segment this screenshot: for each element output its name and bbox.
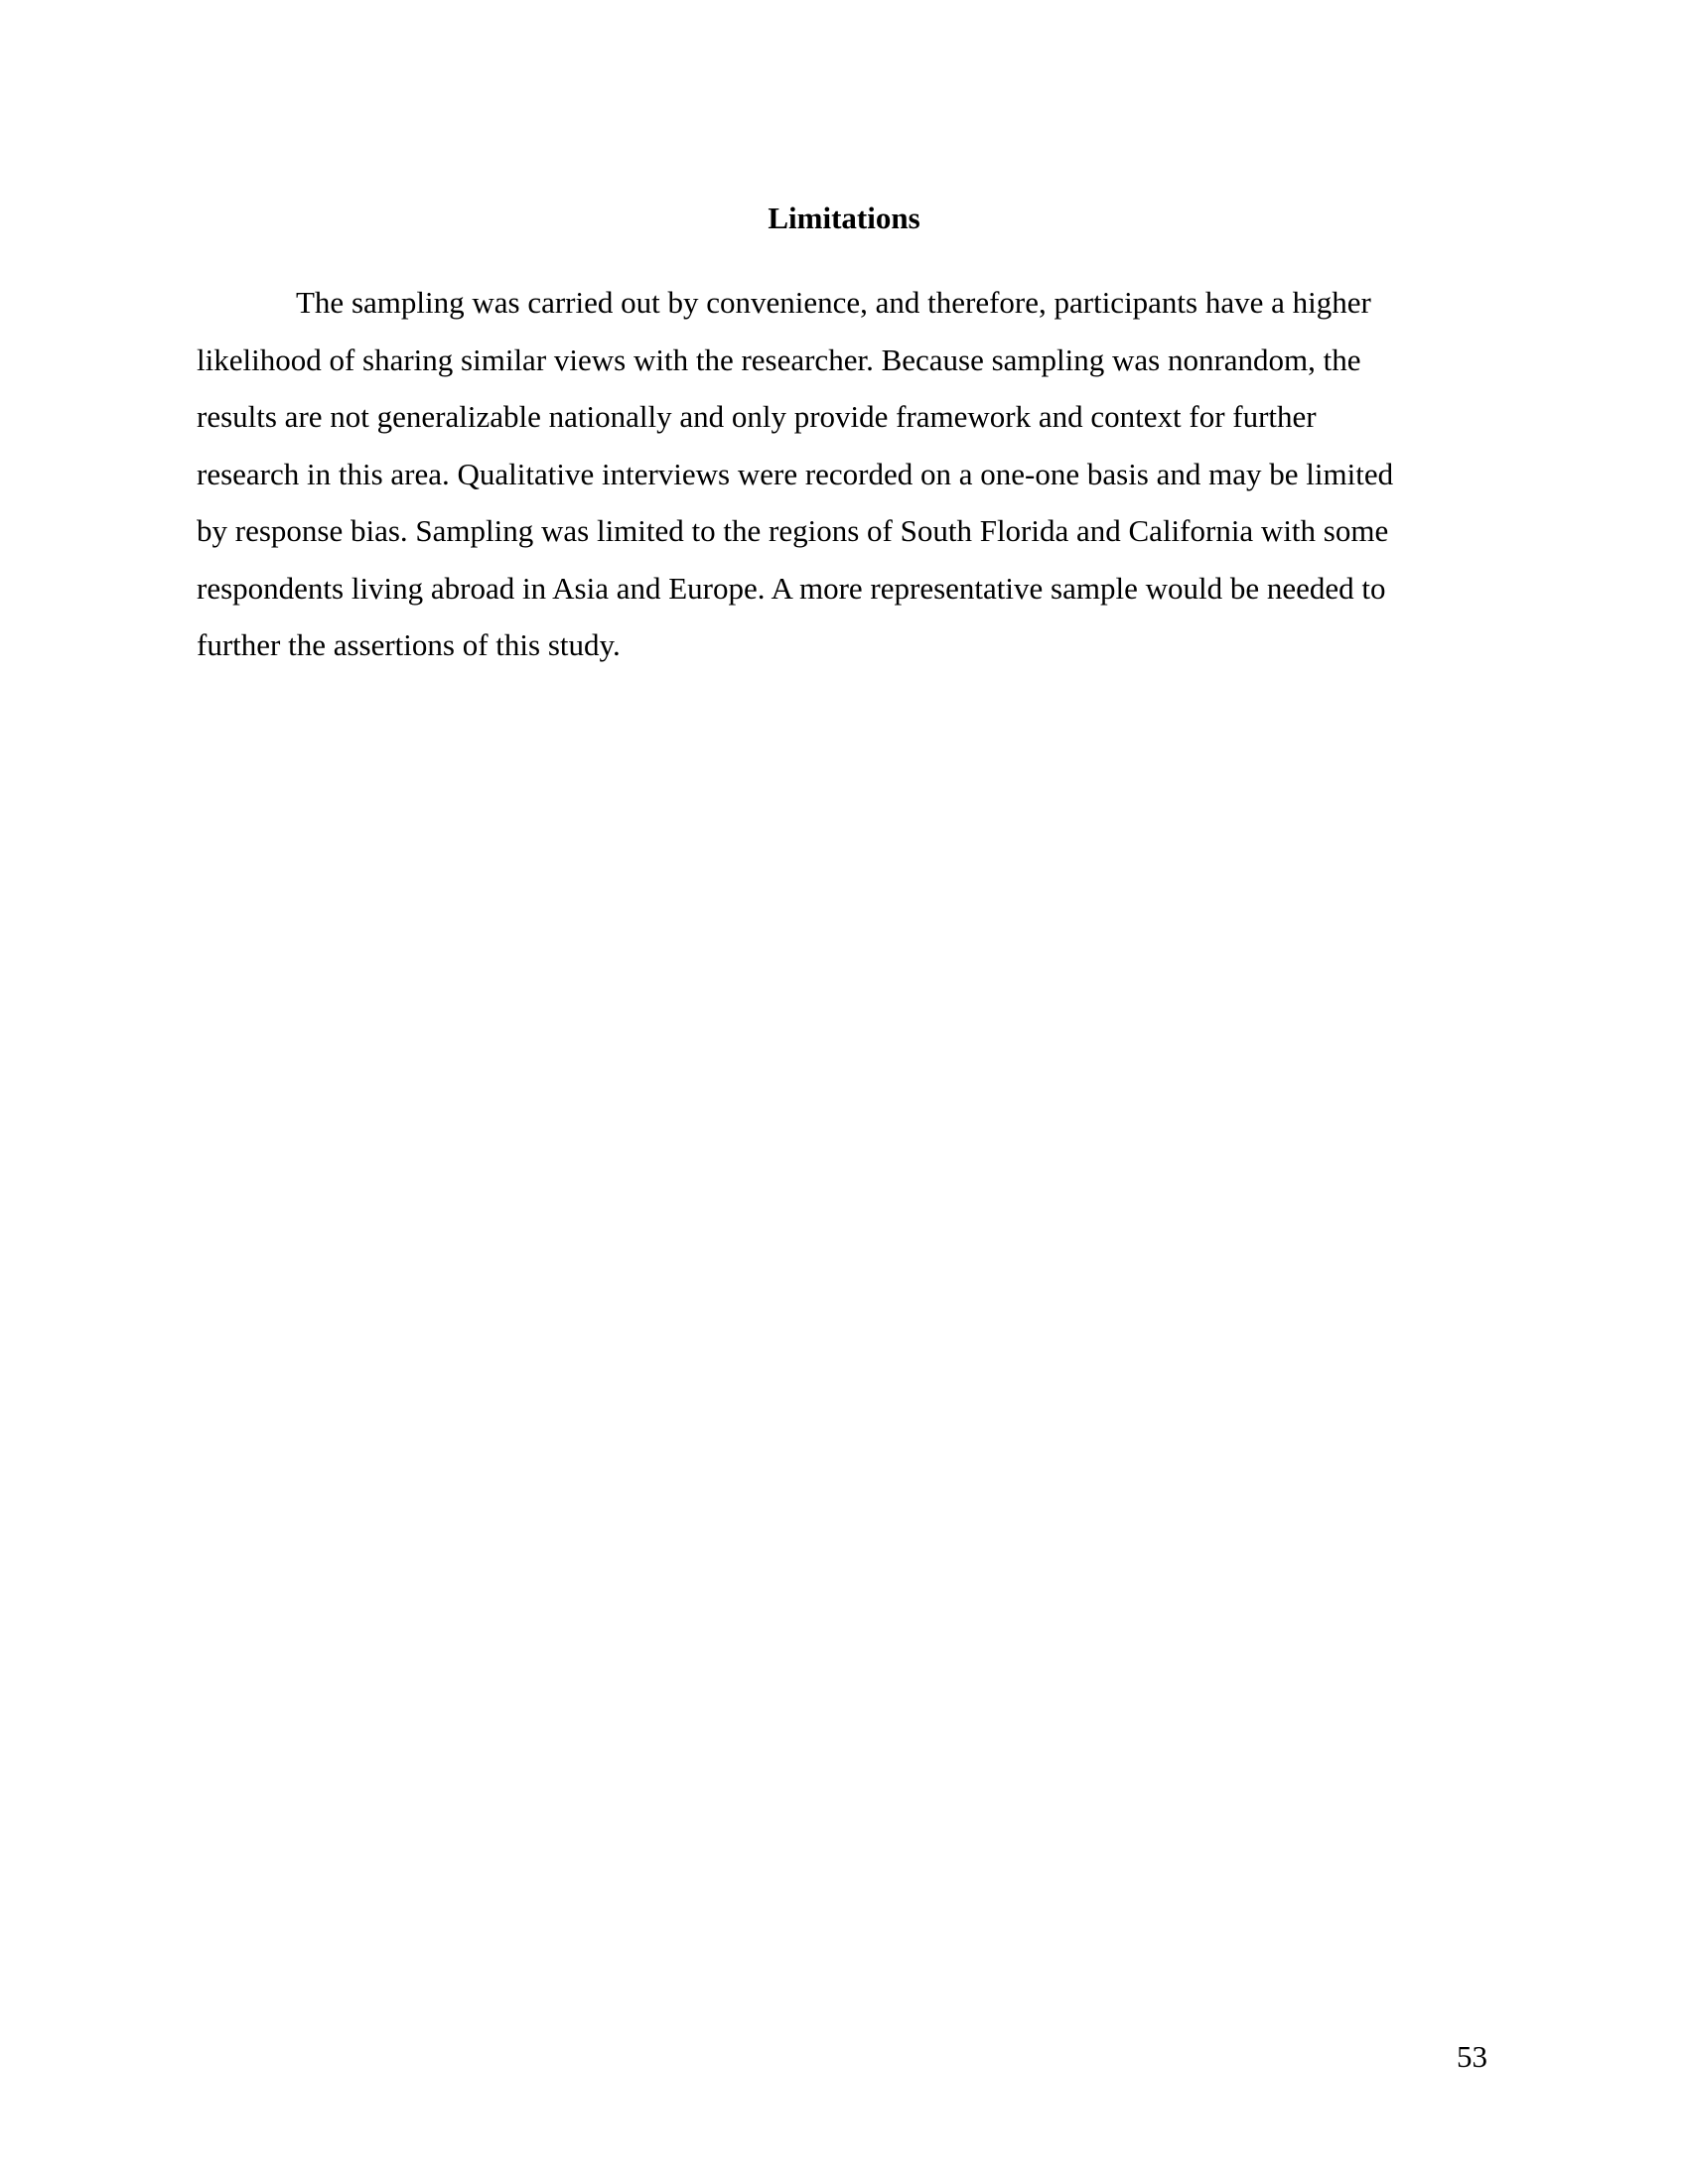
paragraph-line: by response bias. Sampling was limited to the regions of South Florida and California with some	[197, 513, 1389, 548]
section-heading: Limitations	[768, 201, 920, 235]
page-number: 53	[1457, 2039, 1487, 2074]
paragraph-line: results are not generalizable nationally and only provide framework and context for further	[197, 399, 1317, 434]
paragraph-line: respondents living abroad in Asia and Europe. A more representative sample would be needed to	[197, 570, 1386, 606]
paragraph-line: The sampling was carried out by convenience, and therefore, participants have a higher	[296, 285, 1371, 320]
paragraph-line: likelihood of sharing similar views with the researcher. Because sampling was nonrandom, the	[197, 341, 1361, 377]
paragraph-line: further the assertions of this study.	[197, 627, 621, 662]
body-paragraph	[197, 274, 1487, 674]
paragraph-line: research in this area. Qualitative interviews were recorded on a one-one basis and may be limited	[197, 456, 1394, 491]
